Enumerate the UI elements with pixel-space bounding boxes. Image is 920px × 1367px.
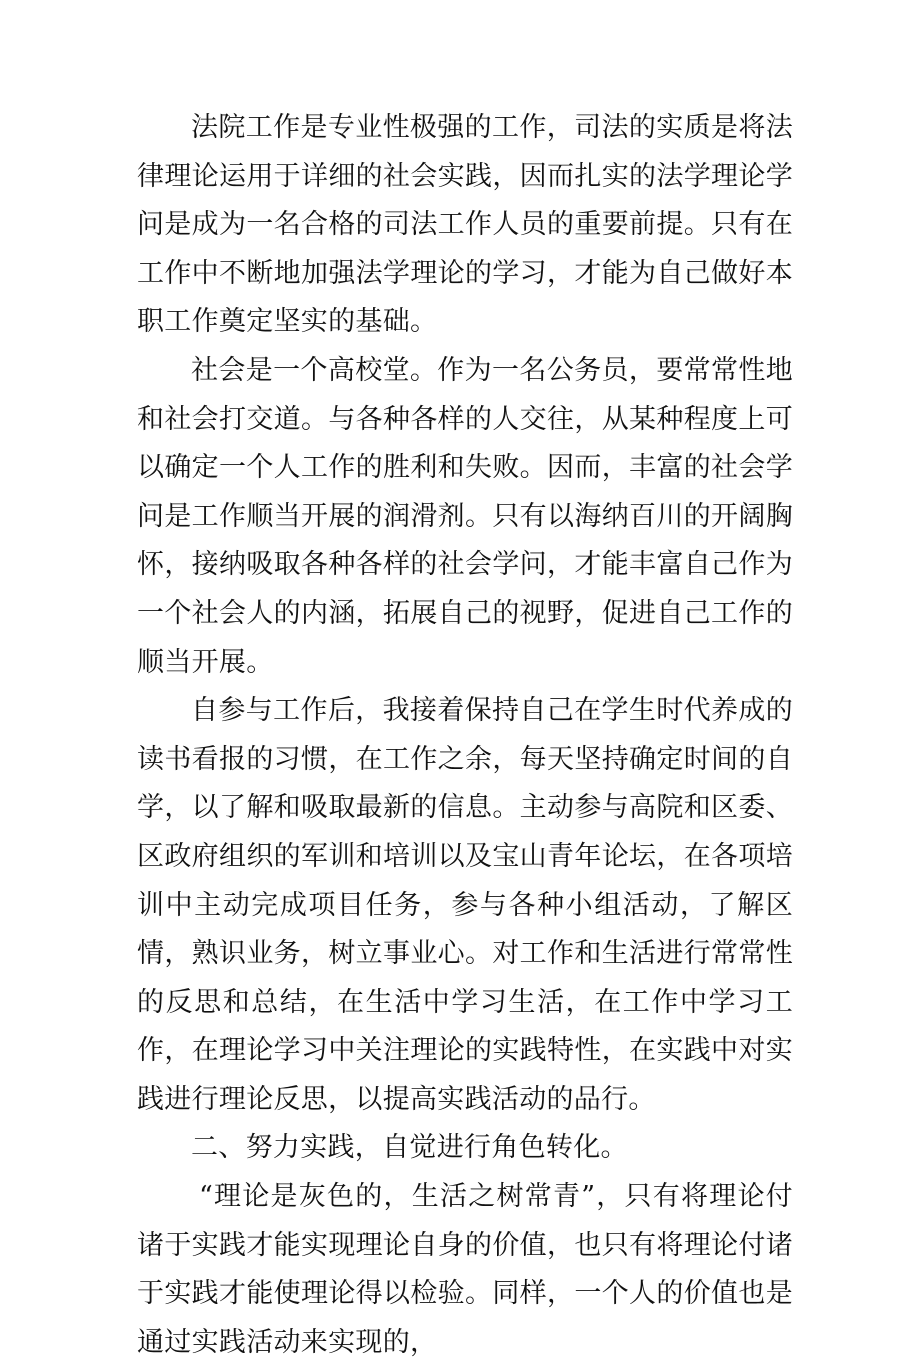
paragraph-theory-practice: “理论是灰色的，生活之树常青”，只有将理论付诸于实践才能实现理论自身的价值，也只有将理论付诸于实践才能使理论得以检验。同样，一个人的价值也是通过实践活动来实现的， bbox=[137, 1181, 793, 1358]
paragraph-legal-theory: 法院工作是专业性极强的工作，司法的实质是将法律理论运用于详细的社会实践，因而扎实的法学理论学问是成为一名合格的司法工作人员的重要前提。只有在工作中不断地加强法学理论的学习，才能为自己做好本职工作奠定坚实的基础。 bbox=[137, 112, 793, 338]
section-heading-practice: 二、努力实践，自觉进行角色转化。 bbox=[191, 1132, 628, 1164]
paragraph-social-knowledge: 社会是一个高校堂。作为一名公务员，要常常性地和社会打交道。与各种各样的人交往，从某种程度上可以确定一个人工作的胜利和失败。因而，丰富的社会学问是工作顺当开展的润滑剂。只有以海纳百川的开阔胸怀，接纳吸取各种各样的社会学问，才能丰富自己作为一个社会人的内涵，拓展自己的视野，促进自己工作的顺当开展。 bbox=[137, 354, 793, 678]
document-body bbox=[137, 104, 793, 1367]
paragraph-self-study: 自参与工作后，我接着保持自己在学生时代养成的读书看报的习惯，在工作之余，每天坚持确定时间的自学，以了解和吸取最新的信息。主动参与高院和区委、区政府组织的军训和培训以及宝山青年论坛，在各项培训中主动完成项目任务，参与各种小组活动，了解区情，熟识业务，树立事业心。对工作和生活进行常常性的反思和总结，在生活中学习生活，在工作中学习工作，在理论学习中关注理论的实践特性，在实践中对实践进行理论反思，以提高实践活动的品行。 bbox=[137, 695, 793, 1115]
